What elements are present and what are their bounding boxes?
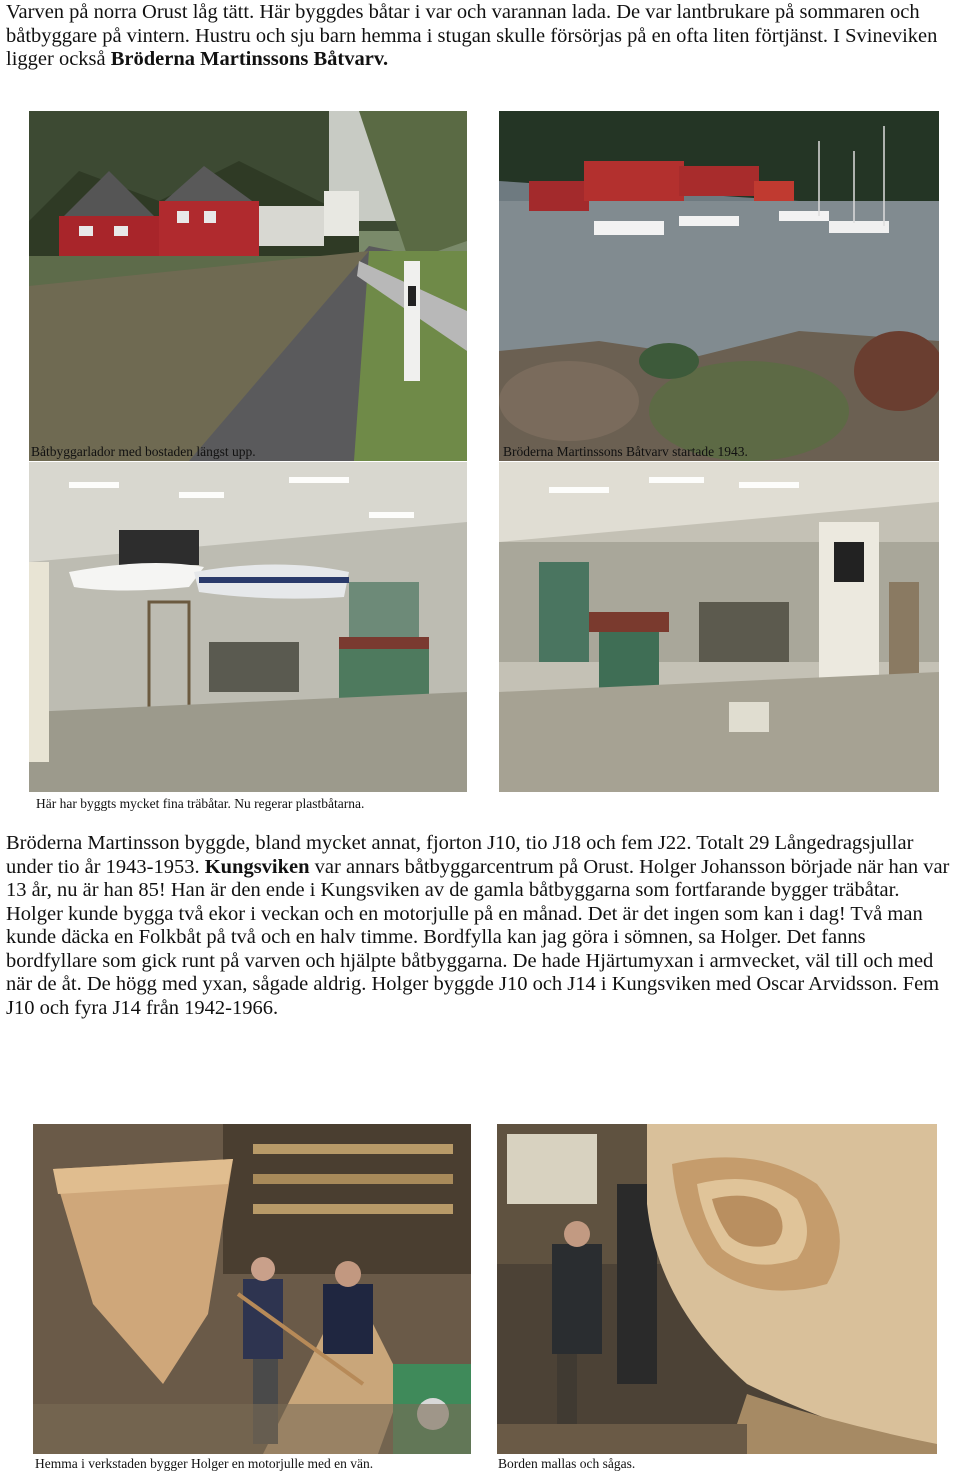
intro-paragraph <box>6 1 958 72</box>
photo-planks <box>497 1124 937 1454</box>
caption-planks: Borden mallas och sågas. <box>498 1456 636 1471</box>
caption-holger-building: Hemma i verkstaden bygger Holger en motorjulle med en vän. <box>35 1456 374 1471</box>
intro-bold-name: Bröderna Martinssons Båtvarv. <box>110 48 389 70</box>
caption-workshop-boats: Här har byggts mycket fina träbåtar. Nu regerar plastbåtarna. <box>36 796 365 811</box>
photo-workshop-boats <box>29 462 467 792</box>
body-text-start: Bröderna Martinsson byggde, bland mycket annat, fjorton J10, tio J18 och fem J22. Totalt 29 Långedragsjullar under tio år 1943-1953. <box>6 832 914 878</box>
body-text-end: var annars båtbyggarcentrum på Orust. Holger Johansson började när han var 13 år, nu är han 85! Han är den ende i Kungsviken av de gamla båtbyggarna som fortfarande bygger träbåtar. Holger kunde bygga två ekor i veckan och en motorjulle på en månad. Det är det ingen som kan i dag! Två man kunde däcka en Folkbåt på två och en halv timme. Bordfylla kan jag göra i sömnen, sa Holger. Det fanns bordfyllare som gick runt på varven och hjälpte båtbyggarna. De hade Hjärtumyxan i armvecket, väl till och med när de åt. De högg med yxan, sågade aldrig. Holger byggde J10 och J14 i Kungsviken med Oscar Arvidsson. Fem J10 och fyra J14 från 1942-1966. <box>6 855 950 1019</box>
body-paragraph <box>6 832 958 1020</box>
photo-holger-building <box>33 1124 471 1454</box>
photo-shipyard <box>499 111 939 461</box>
intro-text: Varven på norra Orust låg tätt. Här byggdes båtar i var och varannan lada. De var lantbrukare på sommaren och båtbyggare på vintern. Hustru och sju barn hemma i stugan skulle försörjas på en ofta liten förtjänst. I Svineviken ligger också <box>6 1 938 70</box>
photo-workshop-machines <box>499 462 939 792</box>
caption-shipyard: Bröderna Martinssons Båtvarv startade 1943. <box>503 444 748 459</box>
caption-boat-barns: Båtbyggarlador med bostaden längst upp. <box>31 444 256 459</box>
photo-boat-barns <box>29 111 467 461</box>
body-bold-place: Kungsviken <box>204 855 310 878</box>
